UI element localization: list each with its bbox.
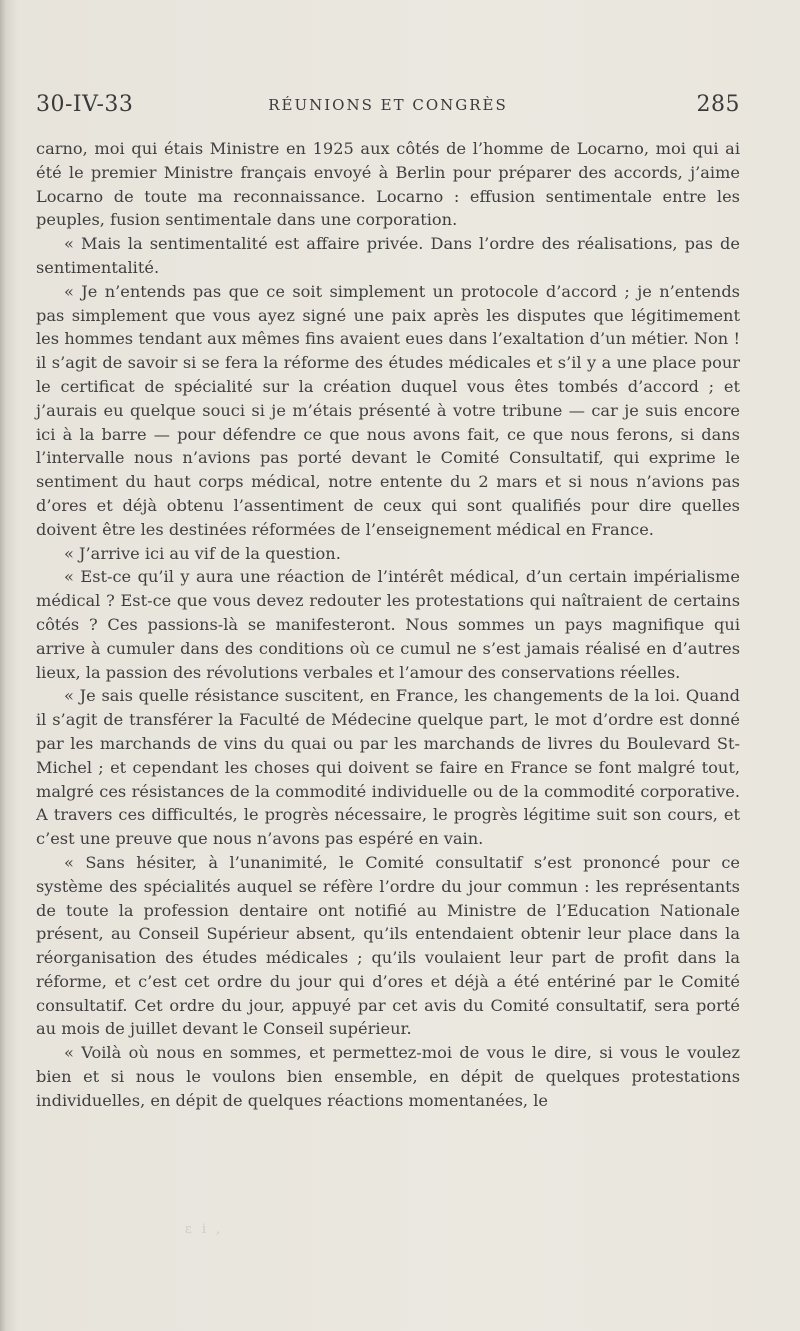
- body-text: [36, 137, 740, 1113]
- paragraph-8: « Voilà où nous en sommes, et permettez-moi de vous le dire, si vous le voulez bien et si nous le voulons bien ensemble, en dépit de quelques protestations individuelles, en dépit de quelques réactions momentanées, le: [36, 1043, 740, 1110]
- bleed-through-marks: ε i ,: [185, 1222, 224, 1237]
- header-section-title: RÉUNIONS ET CONGRÈS: [268, 96, 508, 114]
- paragraph-5: « Est-ce qu’il y aura une réaction de l’intérêt médical, d’un certain impérialisme médical ? Est-ce que vous devez redouter les protestations qui naîtraient de certains côtés ? Ces passions-là se manifesteront. Nous sommes un pays magnifique qui arrive à cumuler dans des conditions où ce cumul ne s’est jamais réalisé en d’autres lieux, la passion des révolutions verbales et l’amour des conservations réelles.: [36, 567, 740, 682]
- paragraph-3: « Je n’entends pas que ce soit simplement un protocole d’accord ; je n’entends pas simplement que vous ayez signé une paix après les disputes que légitimement les hommes tendant aux mêmes fins avaient eues dans l’exaltation d’un métier. Non ! il s’agit de savoir si se fera la réforme des études médicales et s’il y a une place pour le certificat de spécialité sur la création duquel vous êtes tombés d’accord ; et j’aurais eu quelque souci si je m’étais présenté à votre tribune — car je suis encore ici à la barre — pour défendre ce que nous avons fait, ce que nous ferons, si dans l’intervalle nous n’avions pas porté devant le Comité Consultatif, qui exprime le sentiment du haut corps médical, notre entente du 2 mars et si nous n’avions pas d’ores et déjà obtenu l’assentiment de ceux qui sont qualifiés pour dire quelles doivent être les destinées réformées de l’enseignement médical en France.: [36, 281, 740, 539]
- running-header: [36, 92, 740, 122]
- header-date: 30-IV-33: [36, 92, 134, 117]
- paragraph-1: carno, moi qui étais Ministre en 1925 aux côtés de l’homme de Locarno, moi qui ai été le premier Ministre français envoyé à Berlin pour préparer des accords, j’aime Locarno de toute ma reconnaissance. Locarno : effusion sentimentale entre les peuples, fusion sentimentale dans une corporation.: [36, 139, 740, 230]
- paragraph-6: « Je sais quelle résistance suscitent, en France, les changements de la loi. Quand il s’agit de transférer la Faculté de Médecine quelque part, le mot d’ordre est donné par les marchands de vins du quai ou par les marchands de livres du Boulevard St-Michel ; et cependant les choses qui doivent se faire en France se font malgré tout, malgré ces résistances de la commodité individuelle ou de la commodité corporative. A travers ces difficultés, le progrès nécessaire, le progrès légitime suit son cours, et c’est une preuve que nous n’avons pas espéré en vain.: [36, 686, 740, 849]
- paragraph-4: « J’arrive ici au vif de la question.: [64, 543, 341, 563]
- paragraph-7: « Sans hésiter, à l’unanimité, le Comité consultatif s’est prononcé pour ce système des spécialités auquel se réfère l’ordre du jour commun : les représentants de toute la profession dentaire ont notifié au Ministre de l’Education Nationale présent, au Conseil Supérieur absent, qu’ils entendaient obtenir leur place dans la réorganisation des études médicales ; qu’ils voulaient leur part de profit dans la réforme, et c’est cet ordre du jour qui d’ores et déjà a été entériné par le Comité consultatif. Cet ordre du jour, appuyé par cet avis du Comité consultatif, sera porté au mois de juillet devant le Conseil supérieur.: [36, 852, 740, 1039]
- paragraph-2: « Mais la sentimentalité est affaire privée. Dans l’ordre des réalisations, pas de sentimentalité.: [36, 234, 740, 277]
- page-number: 285: [696, 92, 740, 117]
